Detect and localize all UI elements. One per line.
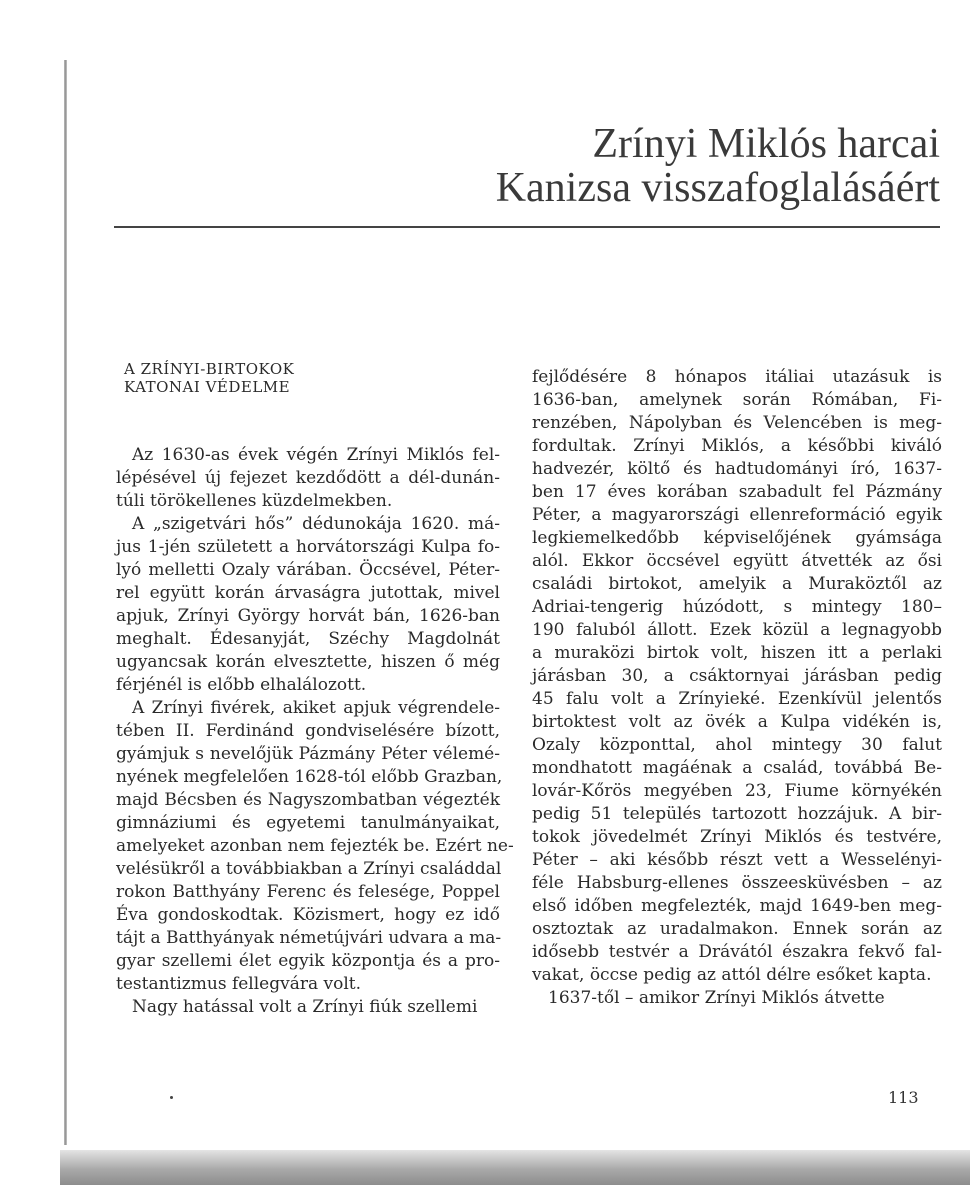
text-line: mondhatott magáénak a család, továbbá Be- xyxy=(532,758,942,778)
text-line: féle Habsburg-ellenes összeesküvésben – az xyxy=(532,873,942,893)
section-heading-line-1: A ZRÍNYI-BIRTOKOK xyxy=(124,360,295,378)
text-line: nyének megfelelően 1628-tól előbb Grazban, xyxy=(116,767,503,787)
text-line: Péter, a magyarországi ellenreformáció egyik xyxy=(532,505,942,525)
text-line: Éva gondoskodtak. Közismert, hogy ez idő xyxy=(116,905,500,925)
section-heading xyxy=(124,360,500,396)
page-bottom-shadow xyxy=(60,1150,970,1185)
paragraph xyxy=(532,987,942,1010)
text-line: Az 1630-as évek végén Zrínyi Miklós fel- xyxy=(132,445,500,465)
text-line: legkiemelkedőbb képviselőjének gyámsága xyxy=(532,528,942,548)
text-line: fejlődésére 8 hónapos itáliai utazásuk is xyxy=(532,367,942,387)
paragraph xyxy=(532,366,942,987)
text-line: fordultak. Zrínyi Miklós, a későbbi kiváló xyxy=(532,436,942,456)
text-line: apjuk, Zrínyi György horvát bán, 1626-ban xyxy=(116,606,500,626)
text-line: tájt a Batthyányak németújvári udvara a ma- xyxy=(116,928,502,948)
text-line: gyar szellemi élet egyik központja és a pro- xyxy=(116,951,500,971)
right-column-text xyxy=(532,366,942,1010)
page-number: 113 xyxy=(888,1088,919,1107)
chapter-title-line-2: Kanizsa visszafoglalásáért xyxy=(495,165,940,211)
text-line: tében II. Ferdinánd gondviselésére bízott, xyxy=(116,721,500,741)
left-column xyxy=(116,360,514,1019)
text-line: osztoztak az uradalmakon. Ennek során az xyxy=(532,919,942,939)
text-line: majd Bécsben és Nagyszombatban végezték xyxy=(116,790,500,810)
text-line: járásban 30, a csáktornyai járásban pedig xyxy=(532,666,942,686)
text-line: 190 faluból állott. Ezek közül a legnagyobb xyxy=(532,620,942,640)
text-line: tokok jövedelmét Zrínyi Miklós és testvére, xyxy=(532,827,942,847)
text-line: Nagy hatással volt a Zrínyi fiúk szellemi xyxy=(132,997,478,1017)
text-line: első időben megfelezték, majd 1649-ben meg- xyxy=(532,896,942,916)
text-line: renzében, Nápolyban és Velencében is meg- xyxy=(532,413,942,433)
text-line: gyámjuk s nevelőjük Pázmány Péter vélemé- xyxy=(116,744,500,764)
text-line: velésükről a továbbiakban a Zrínyi családdal xyxy=(116,859,502,879)
text-line: amelyeket azonban nem fejezték be. Ezért ne- xyxy=(116,836,514,856)
title-rule xyxy=(114,226,940,228)
text-line: rokon Batthyány Ferenc és felesége, Poppel xyxy=(116,882,500,902)
paragraph xyxy=(116,697,514,996)
text-line: családi birtokot, amelyik a Muraköztől az xyxy=(532,574,942,594)
text-line: lépésével új fejezet kezdődött a dél-dunán- xyxy=(116,468,500,488)
text-line: A Zrínyi fivérek, akiket apjuk végrendele- xyxy=(132,698,500,718)
paragraph xyxy=(116,513,500,697)
right-column xyxy=(532,366,942,1010)
text-line: Ozaly központtal, ahol mintegy 30 falut xyxy=(532,735,942,755)
section-heading-line-2: KATONAI VÉDELME xyxy=(124,378,291,396)
text-line: A „szigetvári hős” dédunokája 1620. má- xyxy=(132,514,500,534)
text-line: hadvezér, költő és hadtudományi író, 1637- xyxy=(532,459,942,479)
text-line: birtoktest volt az övék a Kulpa vidékén is, xyxy=(532,712,942,732)
text-line: gimnáziumi és egyetemi tanulmányaikat, xyxy=(116,813,500,833)
paragraph xyxy=(116,444,500,513)
page-gutter-line xyxy=(64,60,67,1145)
text-line: lovár-Kőrös megyében 23, Fiume környékén xyxy=(532,781,942,801)
text-line: pedig 51 település tartozott hozzájuk. A bir- xyxy=(532,804,942,824)
text-line: 1637-től – amikor Zrínyi Miklós átvette xyxy=(548,988,885,1008)
chapter-title-line-1: Zrínyi Miklós harcai xyxy=(592,121,940,167)
text-line: meghalt. Édesanyját, Széchy Magdolnát xyxy=(116,629,500,649)
text-line: Adriai-tengerig húzódott, s mintegy 180– xyxy=(532,597,942,617)
text-line: 1636-ban, amelynek során Rómában, Fi- xyxy=(532,390,942,410)
paragraph xyxy=(116,996,500,1019)
text-line: ben 17 éves korában szabadult fel Pázmány xyxy=(532,482,942,502)
text-line: alól. Ekkor öccsével együtt átvették az ősi xyxy=(532,551,942,571)
text-line: jus 1-jén született a horvátországi Kulpa fo- xyxy=(116,537,500,557)
text-line: Péter – aki később részt vett a Wesselényi- xyxy=(532,850,942,870)
text-line: 45 falu volt a Zrínyieké. Ezenkívül jelentős xyxy=(532,689,942,709)
text-line: testantizmus fellegvára volt. xyxy=(116,974,362,994)
text-line: lyó melletti Ozaly várában. Öccsével, Péter- xyxy=(116,560,500,580)
text-line: idősebb testvér a Drávától északra fekvő fal- xyxy=(532,942,942,962)
text-line: a muraközi birtok volt, hiszen itt a perlaki xyxy=(532,643,942,663)
text-line: vakat, öccse pedig az attól délre esőket kapta. xyxy=(532,965,932,985)
print-speck xyxy=(170,1096,173,1099)
chapter-title xyxy=(496,122,940,210)
text-line: túli törökellenes küzdelmekben. xyxy=(116,491,393,511)
text-line: ugyancsak korán elvesztette, hiszen ő még xyxy=(116,652,500,672)
text-line: férjénél is előbb elhalálozott. xyxy=(116,675,367,695)
left-column-text xyxy=(116,444,514,1019)
text-line: rel együtt korán árvaságra jutottak, mivel xyxy=(116,583,500,603)
